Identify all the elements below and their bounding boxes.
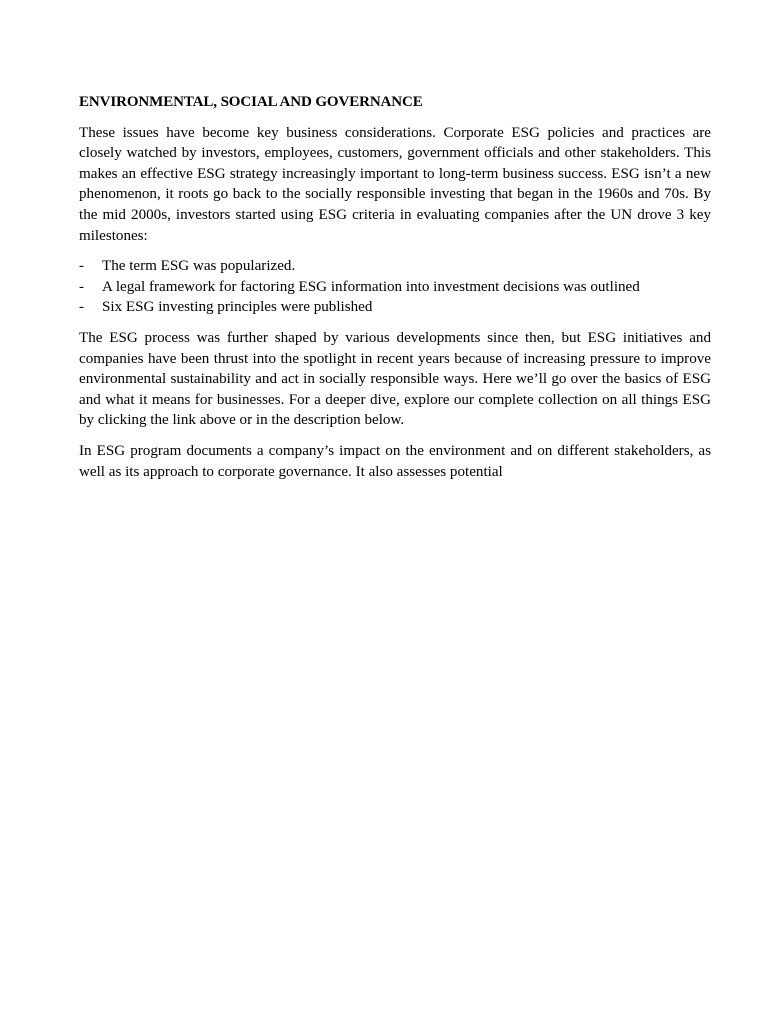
list-item-text: The term ESG was popularized. [102,258,296,275]
document-page [79,92,711,492]
paragraph-intro: These issues have become key business considerations. Corporate ESG policies and practices are closely watched by investors, employees, customers, government officials and other stakeholders. This makes an effective ESG strategy increasingly important to long-term business success. ESG isn’t a new phenomenon, it roots go back to the socially responsible investing that began in the 1960s and 70s. By the mid 2000s, investors started using ESG criteria in evaluating companies after the UN drove 3 key milestones: [79,124,711,244]
list-item-text: Six ESG investing principles were published [102,299,373,316]
bullet-marker: - [79,299,85,316]
milestones-list [79,256,711,318]
list-item [79,256,711,277]
list-item [79,277,711,298]
list-item-text: A legal framework for factoring ESG information into investment decisions was outlined [102,278,640,295]
document-title: ENVIRONMENTAL, SOCIAL AND GOVERNANCE [79,94,423,110]
bullet-marker: - [79,278,85,295]
bullet-marker: - [79,258,85,275]
paragraph-esg-process: The ESG process was further shaped by various developments since then, but ESG initiatives and companies have been thrust into the spotlight in recent years because of increasing pressure to improve environmental sustainability and act in socially responsible ways. Here we’ll go over the basics of ESG and what it means for businesses. For a deeper dive, explore our complete collection on all things ESG by clicking the link above or in the description below. [79,329,711,429]
paragraph-esg-program: In ESG program documents a company’s impact on the environment and on different stakeholders, as well as its approach to corporate governance. It also assesses potential [79,442,711,480]
list-item [79,297,711,318]
